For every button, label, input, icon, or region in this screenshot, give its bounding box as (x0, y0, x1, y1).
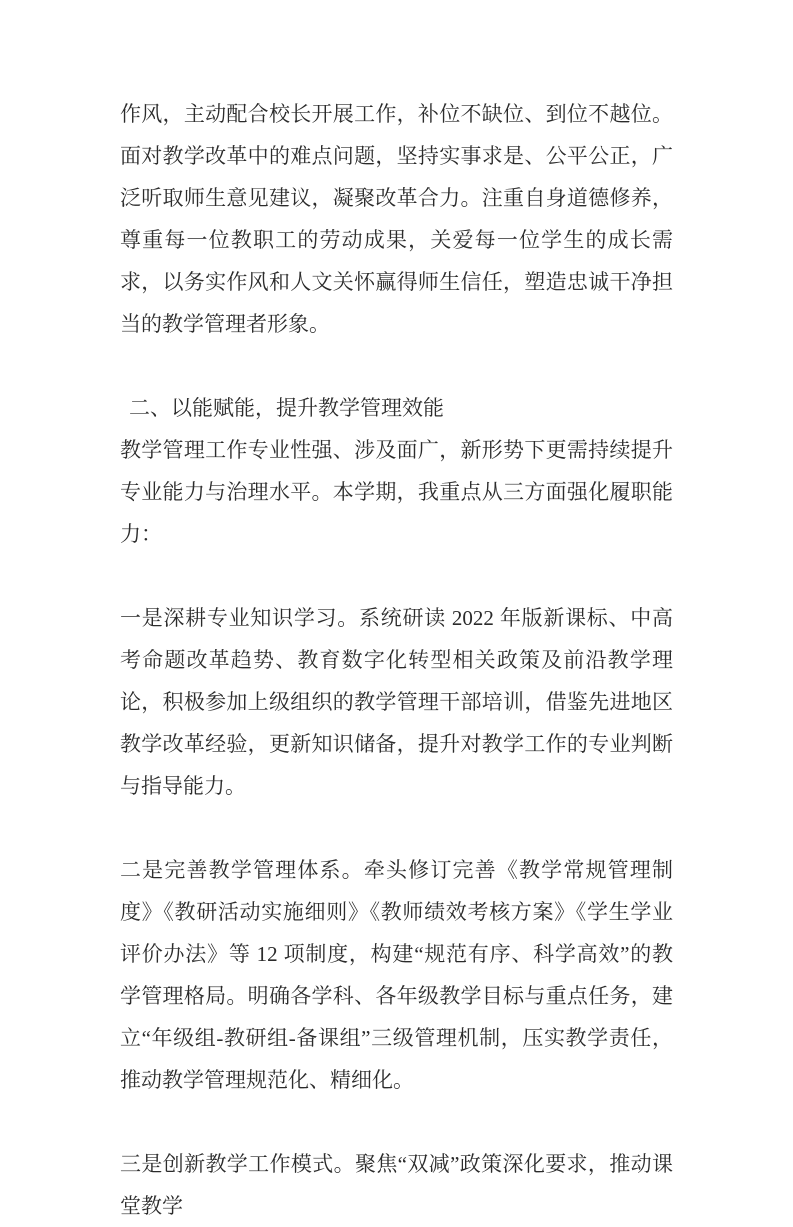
paragraph-continuation: 作风，主动配合校长开展工作，补位不缺位、到位不越位。面对教学改革中的难点问题，坚持实事求是、公平公正，广泛听取师生意见建议，凝聚改革合力。注重自身道德修养，尊重每一位教职工的劳动成果，关爱每一位学生的成长需求，以务实作风和人文关怀赢得师生信任，塑造忠诚干净担当的教学管理者形象。 (120, 102, 673, 336)
paragraph-point-three: 三是创新教学工作模式。聚焦“双减”政策深化要求，推动课堂教学 (120, 1152, 673, 1218)
section-heading: 二、以能赋能，提升教学管理效能 (129, 396, 444, 420)
paragraph-section-intro: 教学管理工作专业性强、涉及面广，新形势下更需持续提升专业能力与治理水平。本学期，我重点从三方面强化履职能力： (120, 438, 673, 546)
paragraph-point-one: 一是深耕专业知识学习。系统研读 2022 年版新课标、中高考命题改革趋势、教育数字化转型相关政策及前沿教学理论，积极参加上级组织的教学管理干部培训，借鉴先进地区教学改革经验，更新知识储备，提升对教学工作的专业判断与指导能力。 (120, 606, 673, 798)
paragraph-point-two: 二是完善教学管理体系。牵头修订完善《教学常规管理制度》《教研活动实施细则》《教师绩效考核方案》《学生学业评价办法》等 12 项制度，构建“规范有序、科学高效”的教学管理格局。明确各学科、各年级教学目标与重点任务，建立“年级组-教研组-备课组”三级管理机制，压实教学责任，推动教学管理规范化、精细化。 (120, 858, 673, 1092)
